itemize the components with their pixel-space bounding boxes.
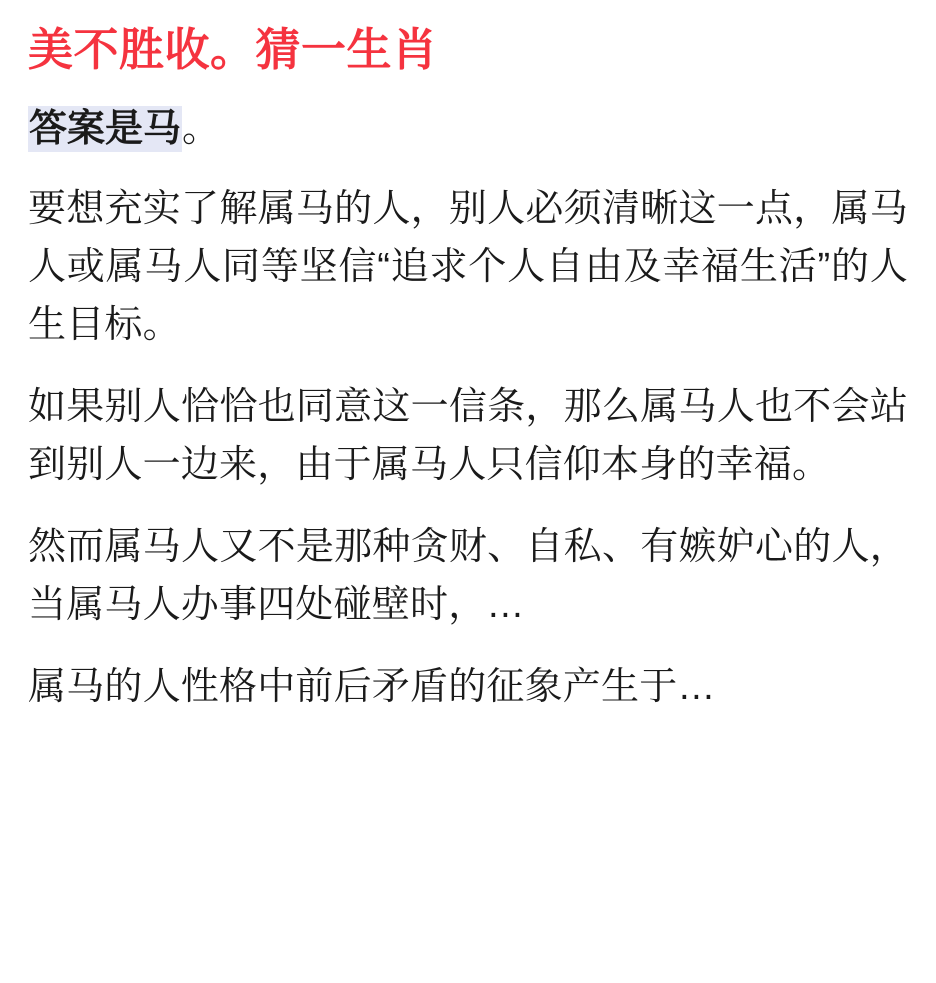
answer-highlight: 答案是马 [29,108,182,151]
article-paragraph: 要想充实了解属马的人，别人必须清晰这一点，属马人或属马人同等坚信“追求个人自由及幸福生活”的人生目标。 [28,187,908,346]
article-paragraph: 然而属马人又不是那种贪财、自私、有嫉妒心的人，当属马人办事四处碰壁时，… [28,526,908,627]
article-paragraph: 属马的人性格中前后矛盾的征象产生于… [28,666,716,709]
answer-period: 。 [182,108,221,151]
answer-line [28,104,908,155]
page-title: 美不胜收。猜一生肖 [28,24,438,75]
article-paragraph: 如果别人恰恰也同意这一信条，那么属马人也不会站到别人一边来，由于属马人只信仰本身的幸福。 [28,385,908,487]
